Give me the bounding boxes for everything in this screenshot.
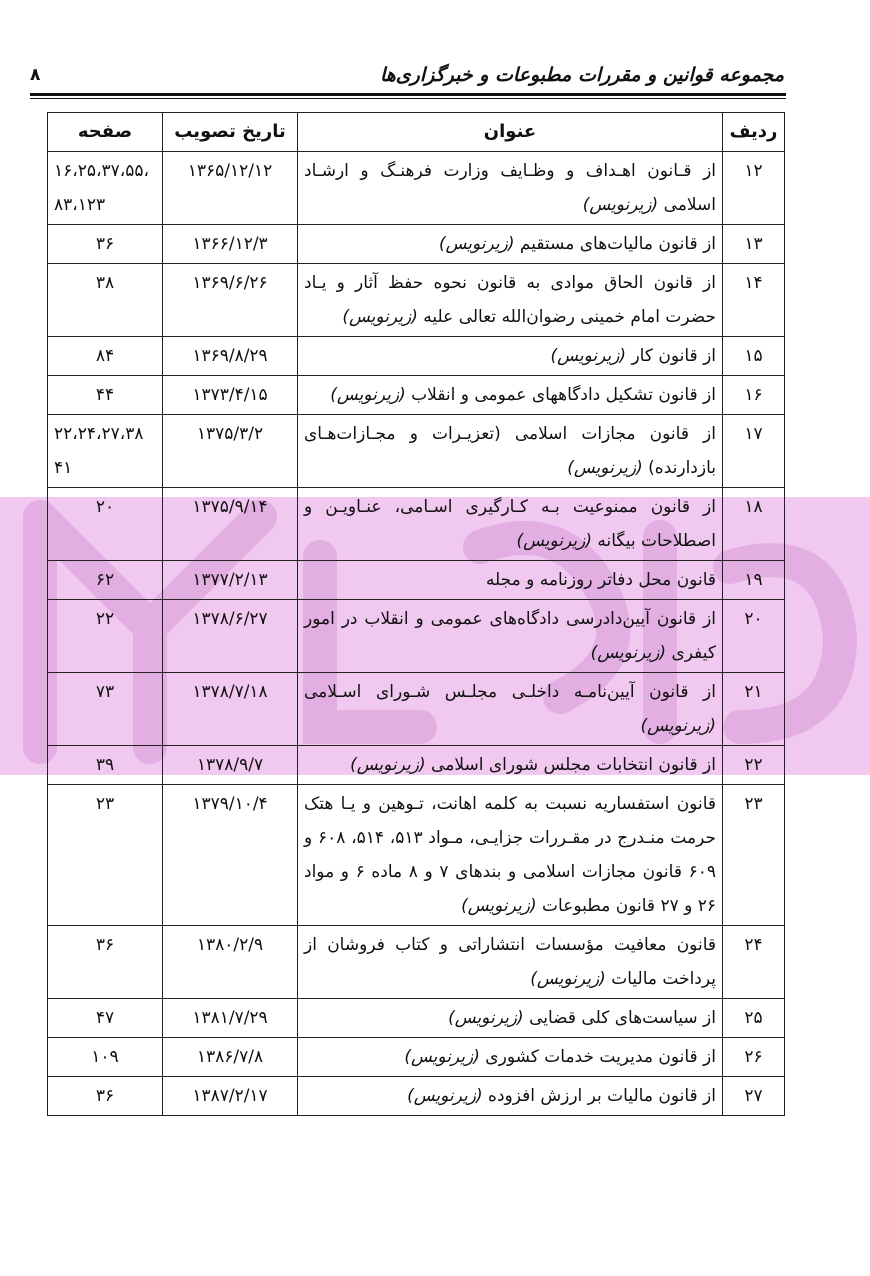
page-ref bbox=[48, 926, 163, 999]
approval-date-text: ۱۳۷۸/۶/۲۷ bbox=[192, 609, 268, 629]
table-row bbox=[48, 1077, 785, 1116]
table-row bbox=[48, 600, 785, 673]
footnote-tag: (زیرنویس) bbox=[590, 643, 667, 663]
law-title bbox=[298, 561, 723, 600]
row-number-text: ۱۷ bbox=[744, 424, 763, 444]
approval-date-text: ۱۳۶۹/۸/۲۹ bbox=[192, 346, 268, 366]
page-ref bbox=[48, 264, 163, 337]
row-number bbox=[723, 926, 785, 999]
law-title-text: از قانون مدیریت خدمات کشوری bbox=[485, 1047, 716, 1067]
footnote-tag: (زیرنویس) bbox=[404, 1047, 480, 1067]
page-ref-text: ۲۲،۲۴،۲۷،۳۸ ۴۱ bbox=[54, 424, 144, 478]
table-body bbox=[48, 152, 785, 1116]
law-title bbox=[298, 225, 723, 264]
row-number bbox=[723, 1077, 785, 1116]
row-number bbox=[723, 376, 785, 415]
approval-date bbox=[163, 926, 298, 999]
table-row bbox=[48, 673, 785, 746]
law-title-text: از قانون انتخابات مجلس شورای اسلامی bbox=[431, 755, 716, 775]
approval-date bbox=[163, 376, 298, 415]
approval-date bbox=[163, 600, 298, 673]
law-title-text: از قانون مجازات اسلامی (تعزیـرات و مجـازات‌هـای بازدارنده) bbox=[304, 424, 716, 478]
row-number-text: ۲۰ bbox=[744, 609, 763, 629]
footnote-tag: (زیرنویس) bbox=[550, 346, 627, 366]
table-header-row bbox=[48, 113, 785, 152]
approval-date bbox=[163, 1077, 298, 1116]
page-ref bbox=[48, 337, 163, 376]
footnote-tag: (زیرنویس) bbox=[350, 755, 426, 775]
page-ref-text: ۳۶ bbox=[95, 935, 115, 955]
table-row bbox=[48, 488, 785, 561]
row-number bbox=[723, 785, 785, 926]
footnote-tag: (زیرنویس) bbox=[640, 716, 716, 736]
approval-date-text: ۱۳۷۹/۱۰/۴ bbox=[192, 794, 268, 814]
table-row bbox=[48, 225, 785, 264]
law-title bbox=[298, 264, 723, 337]
page-ref-text: ۲۳ bbox=[95, 794, 115, 814]
law-title bbox=[298, 746, 723, 785]
page-ref-text: ۳۶ bbox=[95, 234, 115, 254]
law-title bbox=[298, 415, 723, 488]
header-rule-thick bbox=[30, 93, 786, 96]
footnote-tag: (زیرنویس) bbox=[582, 195, 659, 215]
approval-date-text: ۱۳۸۰/۲/۹ bbox=[196, 935, 264, 955]
row-number-text: ۱۹ bbox=[744, 570, 763, 590]
approval-date-text: ۱۳۸۶/۷/۸ bbox=[196, 1047, 264, 1067]
table-row bbox=[48, 264, 785, 337]
table-row bbox=[48, 1038, 785, 1077]
row-number-text: ۲۵ bbox=[744, 1008, 763, 1028]
approval-date-text: ۱۳۸۷/۲/۱۷ bbox=[192, 1086, 268, 1106]
row-number-text: ۱۴ bbox=[744, 273, 763, 293]
table-row bbox=[48, 746, 785, 785]
page-ref bbox=[48, 376, 163, 415]
page-ref bbox=[48, 785, 163, 926]
approval-date-text: ۱۳۷۵/۹/۱۴ bbox=[192, 497, 268, 517]
approval-date bbox=[163, 264, 298, 337]
approval-date bbox=[163, 999, 298, 1038]
page-ref-text: ۳۸ bbox=[95, 273, 115, 293]
approval-date bbox=[163, 1038, 298, 1077]
page-ref bbox=[48, 561, 163, 600]
row-number-text: ۱۳ bbox=[744, 234, 763, 254]
law-title-text: از قانون مالیات‌های مستقیم bbox=[519, 234, 716, 254]
column-header-page: صفحه bbox=[48, 113, 163, 152]
page-ref-text: ۴۴ bbox=[95, 385, 115, 405]
law-title bbox=[298, 337, 723, 376]
row-number-text: ۱۲ bbox=[744, 161, 763, 181]
row-number bbox=[723, 999, 785, 1038]
law-title-text: از سیاست‌های کلی قضایی bbox=[529, 1008, 716, 1028]
law-title-text: از قـانون اهـداف و وظـایف وزارت فرهنـگ و ارشـاد اسلامی bbox=[304, 161, 716, 215]
approval-date-text: ۱۳۷۸/۷/۱۸ bbox=[192, 682, 268, 702]
page-ref-text: ۳۹ bbox=[95, 755, 115, 775]
page-ref-text: ۶۲ bbox=[95, 570, 115, 590]
law-title-text: قانون معافیت مؤسسات انتشاراتی و کتاب فروشان از پرداخت مالیات bbox=[304, 935, 716, 989]
header-rule-thin bbox=[30, 98, 786, 99]
page-number: ۸ bbox=[30, 65, 41, 85]
row-number bbox=[723, 488, 785, 561]
page-ref bbox=[48, 746, 163, 785]
book-title: مجموعه قوانین و مقررات مطبوعات و خبرگزاری‌ها bbox=[379, 64, 784, 86]
approval-date bbox=[163, 488, 298, 561]
footnote-tag: (زیرنویس) bbox=[448, 1008, 524, 1028]
law-title-text: از قانون آیین‌دادرسی دادگاه‌های عمومی و انقلاب در امور کیفری bbox=[304, 609, 716, 663]
page-ref-text: ۱۰۹ bbox=[91, 1047, 119, 1067]
page-ref-text: ۴۷ bbox=[95, 1008, 115, 1028]
law-title-text: از قانون الحاق موادی به قانون نحوه حفظ آثار و یـاد حضرت امام خمینی رضوان‌الله تعالی علیه bbox=[304, 273, 716, 327]
law-title-text: از قانون کار bbox=[631, 346, 716, 366]
approval-date-text: ۱۳۷۳/۴/۱۵ bbox=[192, 385, 268, 405]
law-title-text: قانون استفساریه نسبت به کلمه اهانت، تـوهین و یـا هتک حرمت منـدرج در مقـررات جزایـی، مـواد ۵۱۳، ۵۱۴، ۶۰۸ و ۶۰۹ قانون مجازات اسلامی و بندهای ۷ و ۸ ماده ۶ و مواد ۲۶ و ۲۷ قانون مطبوعات bbox=[304, 794, 717, 916]
footnote-tag: (زیرنویس) bbox=[516, 531, 592, 551]
approval-date-text: ۱۳۶۶/۱۲/۳ bbox=[192, 234, 268, 254]
page-ref bbox=[48, 488, 163, 561]
law-title bbox=[298, 488, 723, 561]
law-title bbox=[298, 600, 723, 673]
approval-date bbox=[163, 225, 298, 264]
approval-date-text: ۱۳۷۸/۹/۷ bbox=[196, 755, 264, 775]
law-title-text: از قانون تشکیل دادگاههای عمومی و انقلاب bbox=[411, 385, 716, 405]
row-number bbox=[723, 152, 785, 225]
approval-date bbox=[163, 415, 298, 488]
page-ref bbox=[48, 1077, 163, 1116]
page-ref bbox=[48, 415, 163, 488]
footnote-tag: (زیرنویس) bbox=[461, 896, 537, 916]
row-number bbox=[723, 673, 785, 746]
page-ref-text: ۷۳ bbox=[95, 682, 115, 702]
law-title bbox=[298, 1077, 723, 1116]
law-title bbox=[298, 376, 723, 415]
column-header-approval-date: تاریخ تصویب bbox=[163, 113, 298, 152]
approval-date-text: ۱۳۶۹/۶/۲۶ bbox=[192, 273, 268, 293]
page-ref-text: ۲۲ bbox=[95, 609, 115, 629]
approval-date-text: ۱۳۸۱/۷/۲۹ bbox=[192, 1008, 268, 1028]
approval-date-text: ۱۳۷۵/۳/۲ bbox=[196, 424, 264, 444]
page-header bbox=[30, 60, 784, 90]
row-number-text: ۱۶ bbox=[744, 385, 763, 405]
laws-table bbox=[47, 112, 785, 1116]
footnote-tag: (زیرنویس) bbox=[342, 307, 418, 327]
row-number-text: ۲۷ bbox=[744, 1086, 763, 1106]
law-title-text: قانون محل دفاتر روزنامه و مجله bbox=[485, 570, 716, 590]
page-ref-text: ۱۶،۲۵،۳۷،۵۵، ۸۳،۱۲۳ bbox=[54, 161, 149, 215]
page-ref bbox=[48, 1038, 163, 1077]
row-number-text: ۲۶ bbox=[744, 1047, 763, 1067]
table-row bbox=[48, 785, 785, 926]
row-number-text: ۲۳ bbox=[744, 794, 763, 814]
approval-date bbox=[163, 152, 298, 225]
page-ref bbox=[48, 152, 163, 225]
page-ref-text: ۸۴ bbox=[95, 346, 115, 366]
row-number-text: ۲۲ bbox=[744, 755, 763, 775]
law-title bbox=[298, 999, 723, 1038]
footnote-tag: (زیرنویس) bbox=[530, 969, 606, 989]
page-ref-text: ۲۰ bbox=[95, 497, 115, 517]
approval-date bbox=[163, 337, 298, 376]
approval-date-text: ۱۳۶۵/۱۲/۱۲ bbox=[187, 161, 273, 181]
law-title bbox=[298, 926, 723, 999]
table-row bbox=[48, 337, 785, 376]
law-title-text: از قانون مالیات بر ارزش افزوده bbox=[488, 1086, 716, 1106]
row-number bbox=[723, 600, 785, 673]
row-number bbox=[723, 337, 785, 376]
page-ref bbox=[48, 225, 163, 264]
page-ref bbox=[48, 999, 163, 1038]
law-title bbox=[298, 673, 723, 746]
approval-date bbox=[163, 785, 298, 926]
column-header-row-number: ردیف bbox=[723, 113, 785, 152]
row-number bbox=[723, 264, 785, 337]
law-title-text: از قانون آیین‌نامـه داخلـی مجلـس شـورای اسـلامی bbox=[304, 682, 716, 702]
table-row bbox=[48, 561, 785, 600]
table-row bbox=[48, 415, 785, 488]
approval-date-text: ۱۳۷۷/۲/۱۳ bbox=[192, 570, 268, 590]
row-number-text: ۱۸ bbox=[744, 497, 763, 517]
row-number bbox=[723, 225, 785, 264]
row-number bbox=[723, 561, 785, 600]
footnote-tag: (زیرنویس) bbox=[407, 1086, 483, 1106]
page-ref bbox=[48, 673, 163, 746]
column-header-title: عنوان bbox=[298, 113, 723, 152]
row-number-text: ۲۴ bbox=[744, 935, 763, 955]
row-number bbox=[723, 415, 785, 488]
approval-date bbox=[163, 561, 298, 600]
approval-date bbox=[163, 746, 298, 785]
table-row bbox=[48, 926, 785, 999]
row-number bbox=[723, 1038, 785, 1077]
row-number-text: ۱۵ bbox=[744, 346, 763, 366]
page-ref bbox=[48, 600, 163, 673]
footnote-tag: (زیرنویس) bbox=[438, 234, 515, 254]
law-title-text: از قانون ممنوعیت بـه کـارگیری اسـامی، عنـاویـن و اصطلاحات بیگانه bbox=[304, 497, 716, 551]
approval-date bbox=[163, 673, 298, 746]
table-row bbox=[48, 999, 785, 1038]
table-row bbox=[48, 152, 785, 225]
law-title bbox=[298, 785, 723, 926]
footnote-tag: (زیرنویس) bbox=[330, 385, 406, 405]
row-number-text: ۲۱ bbox=[744, 682, 763, 702]
row-number bbox=[723, 746, 785, 785]
law-title bbox=[298, 1038, 723, 1077]
page-ref-text: ۳۶ bbox=[95, 1086, 115, 1106]
table-row bbox=[48, 376, 785, 415]
footnote-tag: (زیرنویس) bbox=[567, 458, 643, 478]
law-title bbox=[298, 152, 723, 225]
